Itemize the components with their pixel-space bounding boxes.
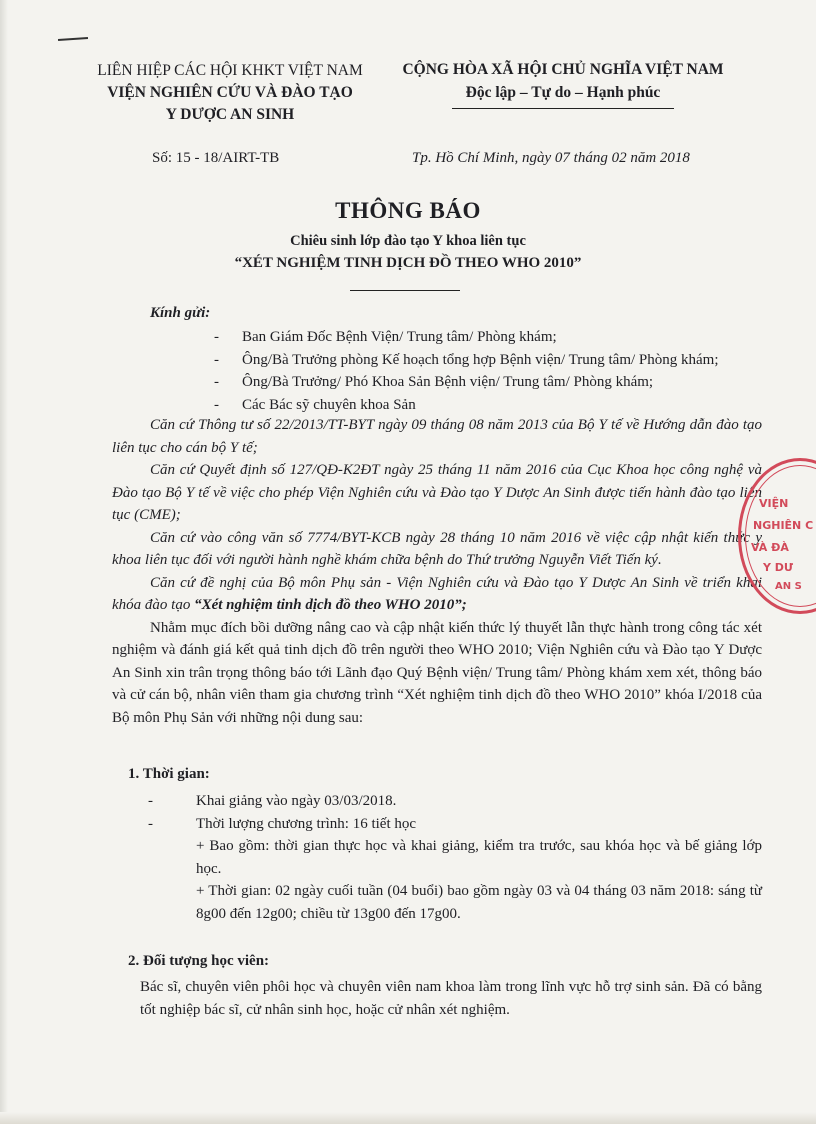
- nation-line-1: CỘNG HÒA XÃ HỘI CHỦ NGHĨA VIỆT NAM: [402, 61, 724, 78]
- document-number: Số: 15 - 18/AIRT-TB: [152, 150, 280, 166]
- scan-bottom-edge: [0, 1112, 816, 1124]
- item-dash: -: [148, 815, 153, 832]
- recipient-dash: -: [214, 396, 219, 413]
- title-rule: [350, 290, 460, 291]
- salutation: Kính gửi:: [150, 305, 211, 321]
- list-item: [148, 813, 762, 836]
- org-line-3: Y DƯỢC AN SINH: [165, 106, 295, 123]
- recipient-dash: -: [214, 351, 219, 368]
- section-1-items: [148, 790, 762, 925]
- seal-text: VIỆN: [759, 497, 789, 510]
- pen-mark: [58, 37, 88, 41]
- recipient-dash: -: [214, 374, 219, 390]
- legal-basis-4: [112, 572, 762, 617]
- section-1: [128, 766, 210, 783]
- organization-header: [70, 60, 390, 126]
- document-title: THÔNG BÁO: [335, 198, 481, 223]
- legal-basis-2: Căn cứ Quyết định số 127/QĐ-K2ĐT ngày 25 tháng 11 năm 2016 của Cục Khoa học công nghệ và Đào tạo Bộ Y tế về việc cho phép Viện Nghiên cứu và Đào tạo Y Dược An Sinh được tiến hành đào tạo liên tục (CME);: [112, 462, 762, 523]
- seal-text: Y DƯ: [763, 561, 794, 574]
- seal-text: AN S: [775, 581, 802, 592]
- recipient-list: [214, 326, 719, 416]
- seal-text: NGHIÊN C: [753, 519, 814, 532]
- recipient-dash: -: [214, 329, 219, 345]
- seal-text: VÀ ĐÀ: [751, 541, 789, 554]
- section-2: [128, 953, 269, 970]
- nation-rule: [452, 108, 674, 109]
- legal-basis-3: Căn cứ vào công văn số 7774/BYT-KCB ngày 28 tháng 10 năm 2016 về việc cập nhật kiến thức y khoa liên tục đối với người hành nghề khám chữa bệnh do Thứ trưởng Nguyễn Viết Tiến ký.: [112, 529, 762, 568]
- course-name: “Xét nghiệm tinh dịch đồ theo WHO 2010”;: [194, 597, 467, 613]
- document-body: [112, 414, 762, 729]
- scan-edge: [0, 0, 8, 1124]
- intro-paragraph: Nhằm mục đích bồi dưỡng nâng cao và cập nhật kiến thức lý thuyết lẫn thực hành trong công tác xét nghiệm và đánh giá kết quả tinh dịch đồ trên người theo WHO 2010; Viện Nghiên cứu và Đào tạo Y Dược An Sinh xin trân trọng thông báo tới Lãnh đạo Quý Bệnh viện/ Trung tâm/ Phòng khám xem xét, thông báo và cử cán bộ, nhân viên tham gia chương trình “Xét nghiệm tinh dịch đồ theo WHO 2010” khóa I/2018 của Bộ môn Phụ Sản với những nội dung sau:: [112, 619, 762, 726]
- place-date: Tp. Hồ Chí Minh, ngày 07 tháng 02 năm 2018: [412, 150, 690, 166]
- list-item: [214, 394, 719, 417]
- legal-basis-4-text: Căn cứ đề nghị của Bộ môn Phụ sản - Viện Nghiên cứu và Đào tạo Y Dược An Sinh về triển khai khóa đào tạo: [112, 574, 762, 613]
- list-item: [214, 371, 719, 394]
- section-1-title: 1. Thời gian:: [128, 766, 210, 782]
- program-duration: Thời lượng chương trình: 16 tiết học: [196, 815, 417, 832]
- recipient: Ông/Bà Trưởng phòng Kế hoạch tổng hợp Bệnh viện/ Trung tâm/ Phòng khám;: [242, 351, 719, 368]
- opening-date: Khai giảng vào ngày 03/03/2018.: [196, 793, 397, 809]
- subtitle-line-2: “XÉT NGHIỆM TINH DỊCH ĐỒ THEO WHO 2010”: [234, 255, 582, 271]
- recipient: Ông/Bà Trưởng/ Phó Khoa Sản Bệnh viện/ Trung tâm/ Phòng khám;: [242, 374, 654, 390]
- schedule: + Thời gian: 02 ngày cuối tuần (04 buổi) bao gồm ngày 03 và 04 tháng 03 năm 2018: sáng từ 8g00 đến 12g00; chiều từ 13g00 đến 17g00.: [196, 883, 762, 922]
- list-item: [214, 349, 719, 372]
- org-line-1: LIÊN HIỆP CÁC HỘI KHKT VIỆT NAM: [97, 62, 363, 79]
- recipient: Các Bác sỹ chuyên khoa Sản: [242, 396, 416, 413]
- nation-header: [388, 58, 738, 109]
- duration-includes: + Bao gồm: thời gian thực học và khai giảng, kiểm tra trước, sau khóa học và bế giảng lớp học.: [196, 838, 762, 877]
- nation-line-2: Độc lập – Tự do – Hạnh phúc: [465, 84, 661, 101]
- target-learners: Bác sĩ, chuyên viên phôi học và chuyên viên nam khoa làm trong lĩnh vực hỗ trợ sinh sản. Đã có bằng tốt nghiệp bác sĩ, cử nhân sinh học, hoặc cử nhân xét nghiệm.: [140, 979, 762, 1018]
- recipient: Ban Giám Đốc Bệnh Viện/ Trung tâm/ Phòng khám;: [242, 329, 557, 345]
- org-line-2: VIỆN NGHIÊN CỨU VÀ ĐÀO TẠO: [107, 84, 353, 101]
- subtitle-line-1: Chiêu sinh lớp đào tạo Y khoa liên tục: [290, 233, 526, 249]
- item-dash: -: [148, 793, 153, 809]
- list-item: [214, 326, 719, 349]
- legal-basis-1: Căn cứ Thông tư số 22/2013/TT-BYT ngày 09 tháng 08 năm 2013 của Bộ Y tế về Hướng dẫn đào tạo liên tục cho cán bộ Y tế;: [112, 417, 762, 456]
- list-item: [148, 790, 762, 813]
- section-2-title: 2. Đối tượng học viên:: [128, 953, 270, 969]
